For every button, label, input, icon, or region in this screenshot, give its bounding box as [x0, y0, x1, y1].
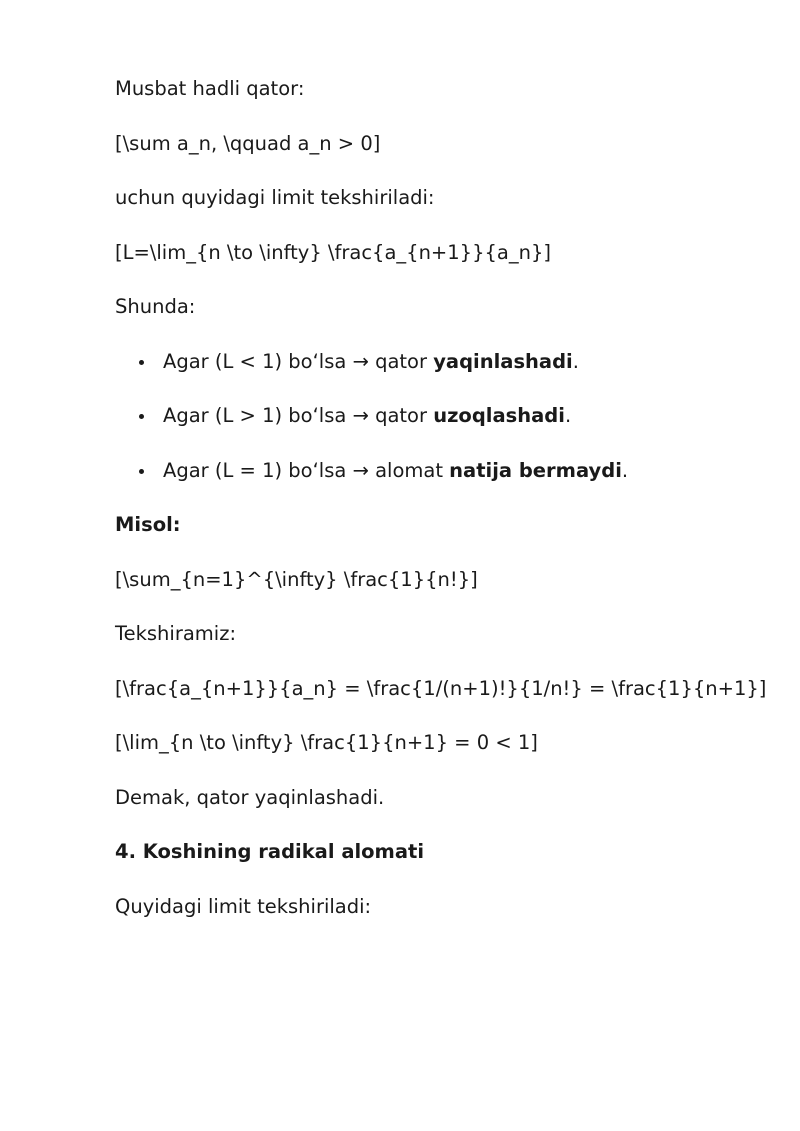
example-heading: Misol: [115, 513, 181, 536]
formula-ratio: [\frac{a_{n+1}}{a_n} = \frac{1/(n+1)!}{1/n!} = \frac{1}{n+1}] [115, 676, 767, 700]
bullet-icon [139, 414, 144, 419]
rule-suffix: . [564, 404, 572, 427]
rule-prefix: Agar (L = 1) bo‘lsa → alomat [163, 458, 450, 482]
conclusion-paragraph: Demak, qator yaqinlashadi. [115, 785, 385, 809]
section-intro-paragraph: Quyidagi limit tekshiriladi: [115, 894, 372, 918]
rules-list [115, 347, 755, 486]
formula-limit: [L=\lim_{n \to \infty} \frac{a_{n+1}}{a_n}] [115, 240, 551, 264]
bullet-icon [139, 469, 144, 474]
list-item [115, 347, 755, 377]
formula-limit-result: [\lim_{n \to \infty} \frac{1}{n+1} = 0 < 1] [115, 731, 538, 754]
document-body [115, 74, 767, 946]
bullet-icon [139, 360, 144, 365]
verify-paragraph: Tekshiramiz: [115, 622, 237, 645]
rule-emphasis: uzoqlashadi [433, 404, 565, 427]
section-heading: 4. Koshining radikal alomati [115, 840, 425, 863]
list-item [115, 401, 755, 431]
rule-emphasis: yaqinlashadi [433, 349, 573, 373]
rule-prefix: Agar (L > 1) bo‘lsa → qator [163, 404, 434, 427]
list-item [115, 456, 755, 486]
rule-emphasis: natija bermaydi [449, 458, 622, 482]
formula-series: [\sum a_n, \qquad a_n > 0] [115, 131, 381, 155]
formula-example: [\sum_{n=1}^{\infty} \frac{1}{n!}] [115, 567, 478, 591]
check-paragraph: uchun quyidagi limit tekshiriladi: [115, 186, 435, 209]
rule-suffix: . [572, 349, 579, 373]
rule-prefix: Agar (L < 1) bo‘lsa → qator [163, 349, 434, 373]
intro-paragraph: Musbat hadli qator: [115, 77, 305, 100]
then-paragraph: Shunda: [115, 295, 196, 318]
rule-suffix: . [621, 458, 629, 482]
